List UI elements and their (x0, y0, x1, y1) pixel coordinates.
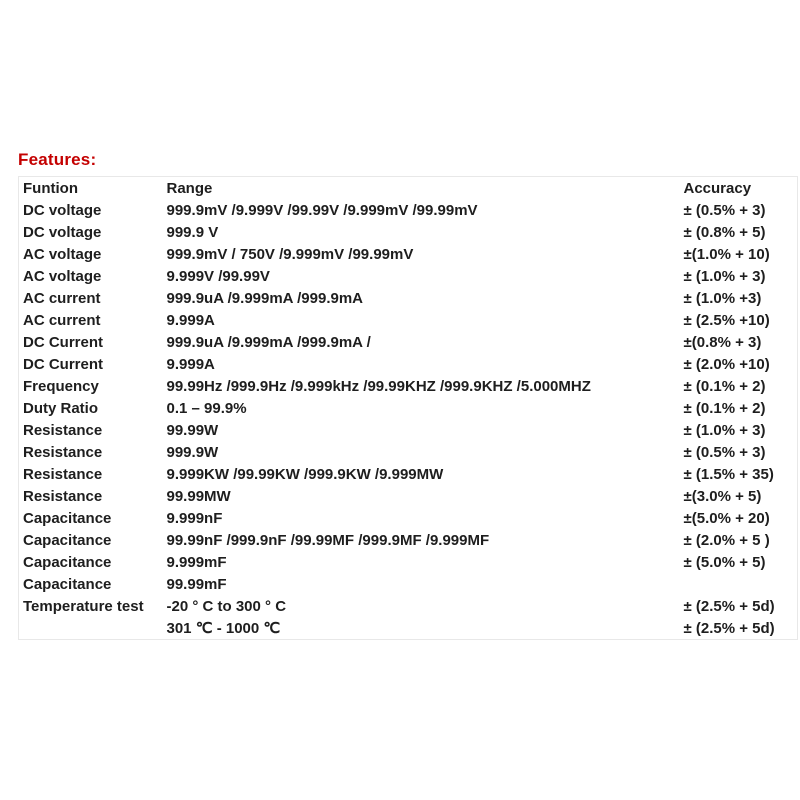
table-cell-function: Capacitance (23, 531, 112, 549)
table-cell-function: Capacitance (23, 575, 112, 593)
table-cell-accuracy: ± (0.1% + 2) (683, 399, 766, 417)
column-header-range: Range (166, 179, 213, 197)
table-cell-range: 99.99MW (166, 487, 231, 505)
table-cell-range: 9.999nF (166, 509, 223, 527)
table-cell-range: 301 ℃ - 1000 ℃ (166, 620, 281, 637)
table-row (19, 551, 798, 573)
table-cell-accuracy: ± (1.0% + 3) (683, 421, 766, 439)
table-cell-function: DC Current (23, 333, 104, 351)
table-cell-accuracy: ± (2.0% +10) (683, 355, 770, 373)
spec-table-header (19, 177, 798, 200)
table-cell-range: 9.999V /99.99V (166, 267, 270, 285)
spec-table (18, 176, 798, 640)
table-cell-accuracy: ± (0.8% + 5) (683, 223, 766, 241)
table-cell-function (19, 617, 167, 640)
table-cell-function: Resistance (23, 487, 103, 505)
table-cell-function: Temperature test (23, 597, 144, 615)
table-cell-accuracy: ±(5.0% + 20) (683, 509, 770, 527)
table-cell-accuracy: ± (2.0% + 5 ) (683, 531, 770, 549)
table-cell-function: DC voltage (23, 223, 102, 241)
table-row (19, 199, 798, 221)
table-row (19, 485, 798, 507)
header-row (19, 177, 798, 200)
table-row (19, 595, 798, 617)
table-cell-range: 0.1 – 99.9% (166, 399, 247, 417)
table-row (19, 353, 798, 375)
table-row (19, 617, 798, 640)
table-row (19, 419, 798, 441)
table-row (19, 397, 798, 419)
table-row (19, 507, 798, 529)
table-cell-accuracy: ±(3.0% + 5) (683, 487, 762, 505)
features-heading: Features: (18, 150, 97, 169)
table-cell-accuracy: ± (1.5% + 35) (683, 465, 774, 483)
table-cell-range: 999.9uA /9.999mA /999.9mA / (166, 333, 371, 351)
table-cell-range: 999.9uA /9.999mA /999.9mA (166, 289, 364, 307)
table-cell-function: Frequency (23, 377, 99, 395)
table-row (19, 221, 798, 243)
table-row (19, 331, 798, 353)
table-row (19, 463, 798, 485)
column-header-function: Funtion (23, 179, 78, 197)
table-cell-range: -20 ° C to 300 ° C (166, 597, 287, 615)
table-cell-function: Duty Ratio (23, 399, 98, 417)
table-cell-function: AC current (23, 289, 101, 307)
column-header-accuracy: Accuracy (683, 179, 752, 197)
table-cell-range: 9.999KW /99.99KW /999.9KW /9.999MW (166, 465, 444, 483)
table-cell-accuracy: ± (1.0% + 3) (683, 267, 766, 285)
table-cell-range: 99.99mF (166, 575, 227, 593)
table-cell-function: AC current (23, 311, 101, 329)
table-cell-range: 9.999A (166, 355, 215, 373)
table-cell-accuracy: ± (0.1% + 2) (683, 377, 766, 395)
table-cell-function: AC voltage (23, 245, 102, 263)
table-cell-range: 99.99nF /999.9nF /99.99MF /999.9MF /9.999MF (166, 531, 490, 549)
table-cell-accuracy: ±(0.8% + 3) (683, 333, 762, 351)
table-row (19, 265, 798, 287)
table-row (19, 529, 798, 551)
table-cell-function: Resistance (23, 465, 103, 483)
table-row (19, 441, 798, 463)
table-cell-range: 99.99Hz /999.9Hz /9.999kHz /99.99KHZ /999.9KHZ /5.000MHZ (166, 377, 591, 395)
table-cell-accuracy: ± (0.5% + 3) (683, 201, 766, 219)
table-cell-accuracy: ± (2.5% + 5d) (683, 619, 775, 637)
table-cell-accuracy: ±(1.0% + 10) (683, 245, 770, 263)
table-cell-accuracy: ± (0.5% + 3) (683, 443, 766, 461)
table-cell-accuracy: ± (1.0% +3) (683, 289, 762, 307)
table-cell-function: DC voltage (23, 201, 102, 219)
table-cell-range: 9.999mF (166, 553, 227, 571)
table-cell-function: Resistance (23, 421, 103, 439)
spec-sheet (18, 150, 798, 640)
table-row (19, 375, 798, 397)
table-row (19, 287, 798, 309)
table-cell-accuracy (684, 573, 798, 595)
table-cell-function: Resistance (23, 443, 103, 461)
table-cell-function: DC Current (23, 355, 104, 373)
table-cell-range: 999.9 V (166, 223, 219, 241)
table-cell-function: AC voltage (23, 267, 102, 285)
table-cell-function: Capacitance (23, 553, 112, 571)
table-cell-range: 999.9W (166, 443, 219, 461)
table-row (19, 243, 798, 265)
table-row (19, 573, 798, 595)
table-cell-range: 999.9mV / 750V /9.999mV /99.99mV (166, 245, 414, 263)
table-row (19, 309, 798, 331)
table-cell-function: Capacitance (23, 509, 112, 527)
table-cell-range: 999.9mV /9.999V /99.99V /9.999mV /99.99mV (166, 201, 478, 219)
table-cell-accuracy: ± (2.5% +10) (683, 311, 770, 329)
table-cell-range: 99.99W (166, 421, 219, 439)
table-cell-range: 9.999A (166, 311, 215, 329)
spec-table-body (19, 199, 798, 640)
table-cell-accuracy: ± (5.0% + 5) (683, 553, 766, 571)
table-cell-accuracy: ± (2.5% + 5d) (683, 597, 775, 615)
